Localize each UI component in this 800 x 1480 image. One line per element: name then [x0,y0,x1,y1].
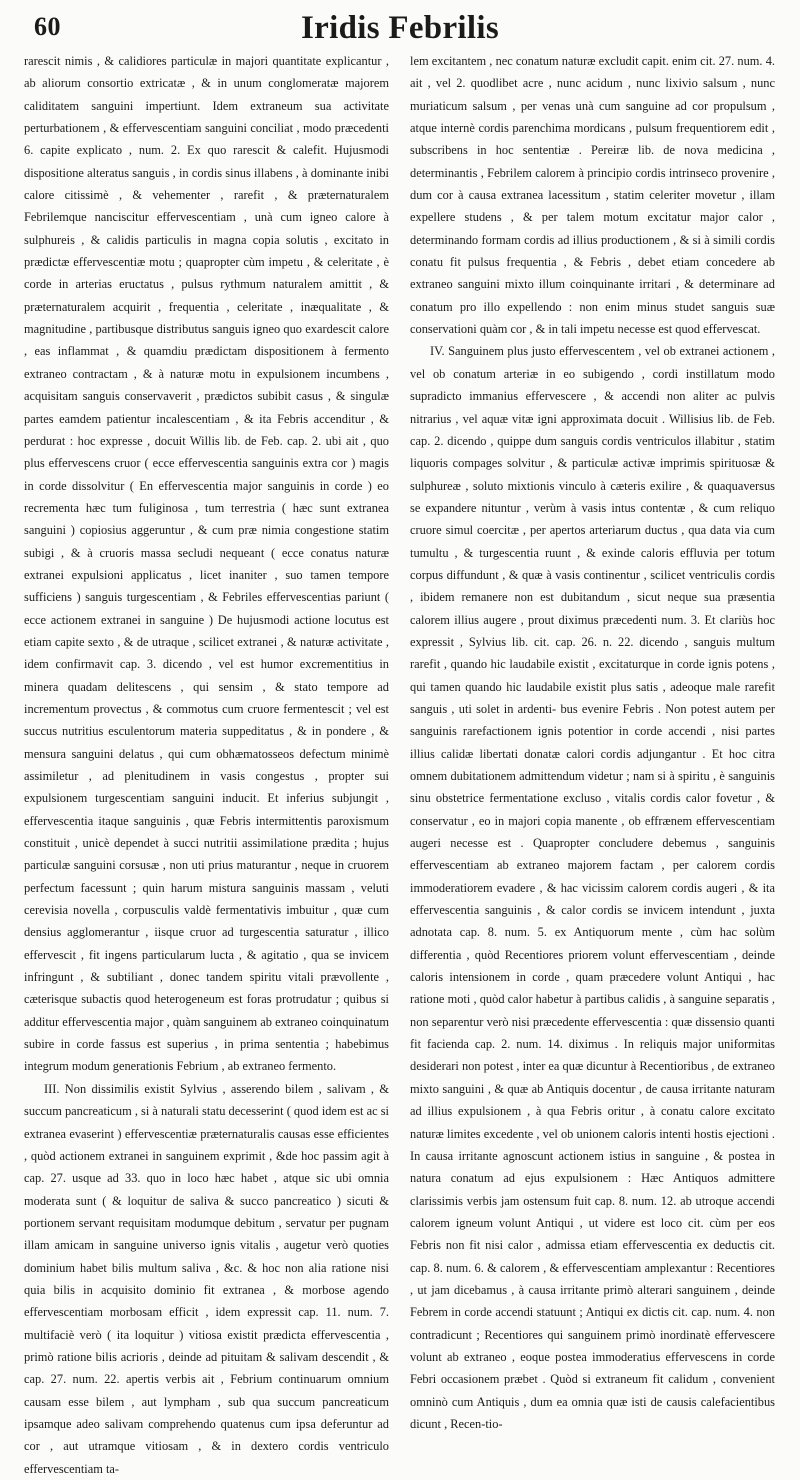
paragraph: rarescit nimis , & calidiores particulæ in majori quantitate explicantur , ab aliorum consortio extricatæ , & in unum conglomeratæ majorem caliditatem sanguini impertiunt. Idem extraneum sua activitate perturbationem , & effervescentiam sanguini conciliat , modo præcedenti 6. capite explicato , num. 2. Ex quo rarescit & calefit. Hujusmodi dispositione alteratus sanguis , in cordis sinus illabens , à dominante inibi calore citissimè , & vehementer , rarefit , & præternaturalem Febrilemque nanciscitur effervescentiam , unà cum igneo calore à sulphureis , & calidis particulis in magna copia solutis , excitato in prædictæ effervescentiæ motu ; quapropter cùm impetu , & celeritate , è corde in arterias eructatus , pulsus rythmum naturalem amittit , & præternaturalem acquirit , frequentia , celeritate , inæqualitate , & magnitudine , partibusque distributus sanguis igneo quo exardescit calore , eas inflammat , & quamdiu prædictam dispositionem à fermento extraneo contractam , & à naturæ motu in expulsionem incumbens , acquisitam sanguis conservaverit , prædictos subibit casus , & singulæ partes eamdem patientur incalescentiam , & ita Febris accenditur , & perdurat : hoc expresse , docuit Willis lib. de Feb. cap. 2. ubi ait , quo plus effervescens cruor ( ecce effervescentia sanguinis extra cor ) magis in corde dissolvitur ( En effervescentia major sanguinis in corde ) eo recrementa hæc tum fuliginosa , tum terrestria ( hæc sunt extranea sanguini ) copiosius aggeruntur , & cum præ nimia congestione statim subigi , & à cruoris massa secludi nequeant ( ecce conatus naturæ extranei expulsioni applicatus , licet inaniter , suo tamen tempore sufficiens ) sanguis turgescentiam , & Febriles effervescentias pariunt ( ecce actionem extranei in sanguine ) De hujusmodi actione locutus est etiam capite sexto , & de utraque , scilicet extranei , & naturæ activitate , idem confirmavit cap. 3. dicendo , vel est humor excrementitius in minera quadam delitescens , qui sensim , & stato tempore ad incrementum provectus , & commotus cum cruore fermentescit ; vel est succus nutritius esculentorum materia suppeditatus , & in pondere , & mensura sanguini delatus , qui cum obhæmatosseos defectum minimè assimiletur , ad plenitudinem in vasis congestus , propter sui expulsionem turgescentiam sanguini inducit. Et inferius subjungit , effervescentia itaque sanguinis , quæ Febris intermittentis paroxismum constituit , unicè dependet à succi nutritii assimilatione prædita ; hujus particulæ sanguini corsusæ , non uti prius maturantur , neque in cruorem perfectum facessunt ; quin harum mistura sanguinis massam , veluti cerevisia novella , corpusculis valdè fermentativis imbuitur , quæ cum densius agglomerantur , iisque cruor ad turgescentia saturatur , illico effervescit , fit ingens particularum lucta , & agitatio , qua se invicem infringunt , & subtiliant , donec tandem spiritu vitali prævollente , cæterisque subactis quod heterogeneum est foras protrudatur ; quibus si additur effervescentia major , quàm sanguinem ab extraneo coinquinatum subire in corde fassus est superius , in prima sententia ; habebimus integrum modum generationis Febrium , ab extraneo fermento. [24,54,389,1074]
right-column [410,50,775,1431]
paragraph: lem excitantem , nec conatum naturæ excludit capit. enim cit. 27. num. 4. ait , vel 2. quodlibet acre , nunc acidum , nunc lixivio salsum , nunc muriaticum salsum , per venas unà cum sanguine ad cor propulsum , atque internè cordis parenchima mordicans , pulsum frequentiorem edit , subscribens in hoc sententiæ . Pereiræ lib. de nova medicina , determinantis , Febrilem calorem à principio cordis intrinseco provenire , dum cor à causa extranea lacessitum , statim celeriter movetur , illam expellere studens , & per talem motum excitatur major calor , determinando formam cordis ad illius productionem , & si à simili cordis conatu fit pulsus frequentia , & Febris , debet etiam concedere ab extraneo sanguini mixto illum coinquinante irritari , & determinare ad conatum pro illo expellendo : non enim minus studet sanguis suæ conservationi quàm cor , & in tali impetu necesse est quod effervescat. [410,54,775,337]
running-title: Iridis Febrilis [301,10,499,46]
paragraph: IV. Sanguinem plus justo effervescentem , vel ob extranei actionem , vel ob conatum arteriæ in eo subigendo , cordi instillatum modo supradicto immanius effervescere , & accendi non aliter ac pulvis nitrarius , vel aquæ vitæ igni approximata docuit . Willisius lib. de Feb. cap. 2. dicendo , quippe dum sanguis cordis ventriculos illabitur , statim liquoris compages solvitur , & particulæ activæ imprimis spirituosæ & sulphureæ , soluto mixtionis vinculo à cæteris exilire , & quaquaversus se expandere nituntur , verùm à vasis intus contentæ , & cum reliquo cruore simul coercitæ , per apertos arteriarum ductus , qua data via cum tumultu , & turgescentia ruunt , & exinde caloris effluvia per totum corpus diffundunt , & quæ à vasis continentur , scilicet ventriculis cordis , ibidem remanere non est dubitandum , sicut neque sua præsentia calorem illius augere , prout diximus præcedenti num. 3. Et clariùs hoc expressit , Sylvius lib. cit. cap. 26. n. 22. dicendo , sanguis multum rarefit , quando hic laudabile existit , excitaturque in corde ignis potens , qui tamen quando hic laudabile existit plus satis , adeoque male rarefit sanguis , uti solet in ardenti- bus evenire Febris . Non potest autem per sanguinis rarefactionem ignis potentior in corde accendi , nisi partes illius calidæ libertati donatæ calori cordis adjungantur . Et hoc citra omnem dubitationem admittendum videtur ; nam si à spiritu , è sanguinis sinu obstetrice fermentatione excluso , vitalis cordis calor fovetur , & conservatur , eo in majori copia manente , ob effrænem effervescentiam augeri necesse est . Quapropter concludere debemus , sanguinis effervescentiam ab extraneo majorem factam , per calorem cordis immoderatiorem evadere , & hac vicissim calorem cordis augeri , & ita effervescentia sanguinis , & calor cordis se invicem intendunt , juxta adnotata cap. 8. num. 5. ex Antiquorum mente , cùm hac solùm differentia , quòd Recentiores priorem volunt effervescentiam , deinde caloris intensionem in corde , quam præcedere volunt Antiqui , hac ratione moti , quòd calor habetur à partibus calidis , à sanguine separatis , non separentur verò nisi præcedente effervescentia : quæ dissensio quanti fit facienda cap. 2. num. 14. diximus . In reliquis major uniformitas desiderari non potest , inter ea quæ dicuntur à Recentioribus , de extraneo mixto sanguini , & quæ ab Antiquis docentur , de causa irritante naturam ad illius expulsionem , à qua Febris oritur , à conatu calore excitato naturæ limites excedente , vel ob unionem caloris intenti hostis ejectioni . In causa irritante agnoscunt actionem istius in sanguine , & postea in natura conatum ad ejus expulsionem : Hæc Antiquos admittere clarissimis verbis jam ostensum fuit cap. 8. num. 12. ab utroque accendi calorem igneum volunt Antiqui , ut videre est loco cit. cùm per eos Febris non fit nisi calor , admissa etiam effervescentia ex deductis cit. cap. 8. num. 6. & calorem , & effervescentiam amplexantur : Recentiores , ut jam dicebamus , à causa irritante primò alterari sanguinem , deinde Febrem in corde accendi statuunt ; Antiqui ex dictis cit. cap. num. 4. non contradicunt ; Recentiores qui sanguinem primò inordinatè effervescere volunt ab extraneo , eoque postea immoderatius effervescens in corde Febri occasionem præbet . Quòd si extraneum fit calidum , convenient omninò cum Antiquis , dum ea omnia quæ isti de causis calefacientibus dicunt , Recen-tio- [410,344,775,1431]
left-column [24,50,389,1476]
paragraph: III. Non dissimilis existit Sylvius , asserendo bilem , salivam , & succum pancreaticum , si à naturali statu decesserint ( quod idem est ac si extranea evaserint ) effervescentiæ præternaturalis causas esse efficientes , quòd actionem extranei in sanguinem exprimit , &de hoc passim agit à cap. 27. usque ad 33. quo in loco hæc habet , atque sic ubi omnia moderata sunt ( & loquitur de saliva & succo pancreatico ) sicuti & portionem servant requisitam modumque debitum , servatur per pugnam illam amicam in sanguine universo ignis vitalis , augetur verò quoties dominium habet bilis multum saliva , &c. & hoc non alia ratione nisi quia bilis in acquisito dominio fit extranea , & morbose agendo effervescentiam morbosam efficit , idem expressit cap. 11. num. 7. multifaciè verò ( ita loquitur ) vitiosa existit prædicta effervescentia , primò ratione bilis acrioris , deinde ad pituitam & salivam descendit , & cap. 27. num. 22. apertis verbis ait , Febrium continuarum omnium causam esse bilem , aut lympham , sub qua succum pancreaticum ipsamque adeo salivam comprehendo quatenus cum ipsa deferuntur ad cor , aut utramque vitiosam , & in dextero cordis ventriculo effervescentiam ta- [24,1081,389,1476]
page-number: 60 [34,12,61,41]
page-header [0,6,800,50]
